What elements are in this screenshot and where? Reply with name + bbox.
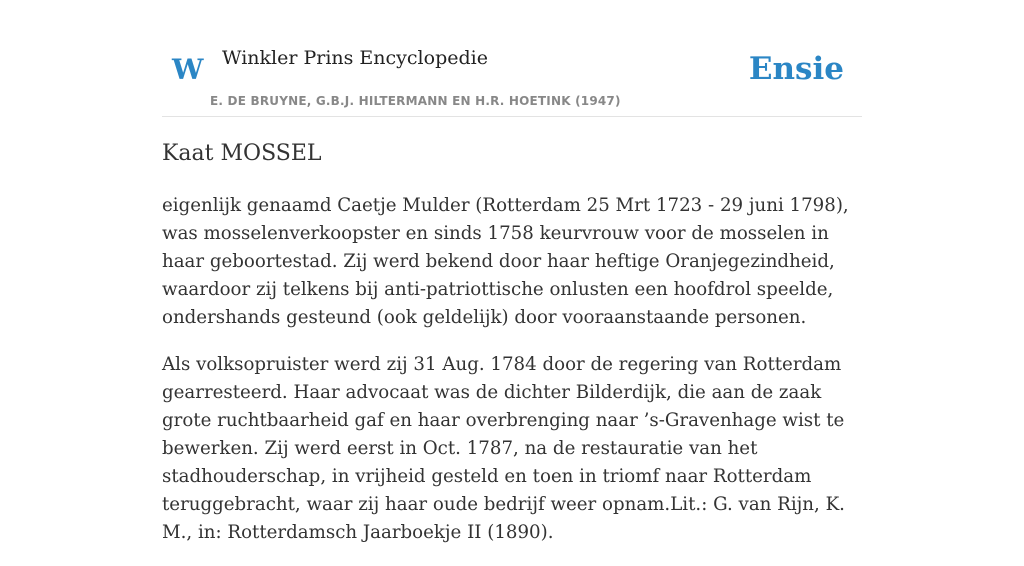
- article-title: Kaat MOSSEL: [162, 141, 322, 166]
- site-title[interactable]: Winkler Prins Encyclopedie: [222, 47, 488, 69]
- article-paragraph: Als volksopruister werd zij 31 Aug. 1784 door de regering van Rotterdam gearresteerd. Haar advocaat was de dichter Bilderdijk, die aan de zaak grote ruchtbaarheid gaf en haar overbrenging naar ’s-Gravenhage wist te bewerken. Zij werd eerst in Oct. 1787, na de restauratie van het stadhouderschap, in vrijheid gesteld en toen in triomf naar Rotterdam teruggebracht, waar zij haar oude bedrijf weer opnam.Lit.: G. van Rijn, K. M., in: Rotterdamsch Jaarboekje II (1890).: [162, 354, 845, 543]
- site-header: [162, 0, 862, 117]
- brand-logo[interactable]: Ensie: [748, 51, 844, 87]
- authors-line: E. DE BRUYNE, G.B.J. HILTERMANN EN H.R. HOETINK (1947): [210, 94, 621, 108]
- article-body: [162, 192, 862, 566]
- site-logo[interactable]: W: [172, 53, 204, 86]
- article-paragraph: eigenlijk genaamd Caetje Mulder (Rotterdam 25 Mrt 1723 - 29 juni 1798), was mosselenverkoopster en sinds 1758 keurvrouw voor de mosselen in haar geboortestad. Zij werd bekend door haar heftige Oranjegezindheid, waardoor zij telkens bij anti-patriottische onlusten een hoofdrol speelde, ondershands gesteund (ook geldelijk) door vooraanstaande personen.: [162, 195, 849, 328]
